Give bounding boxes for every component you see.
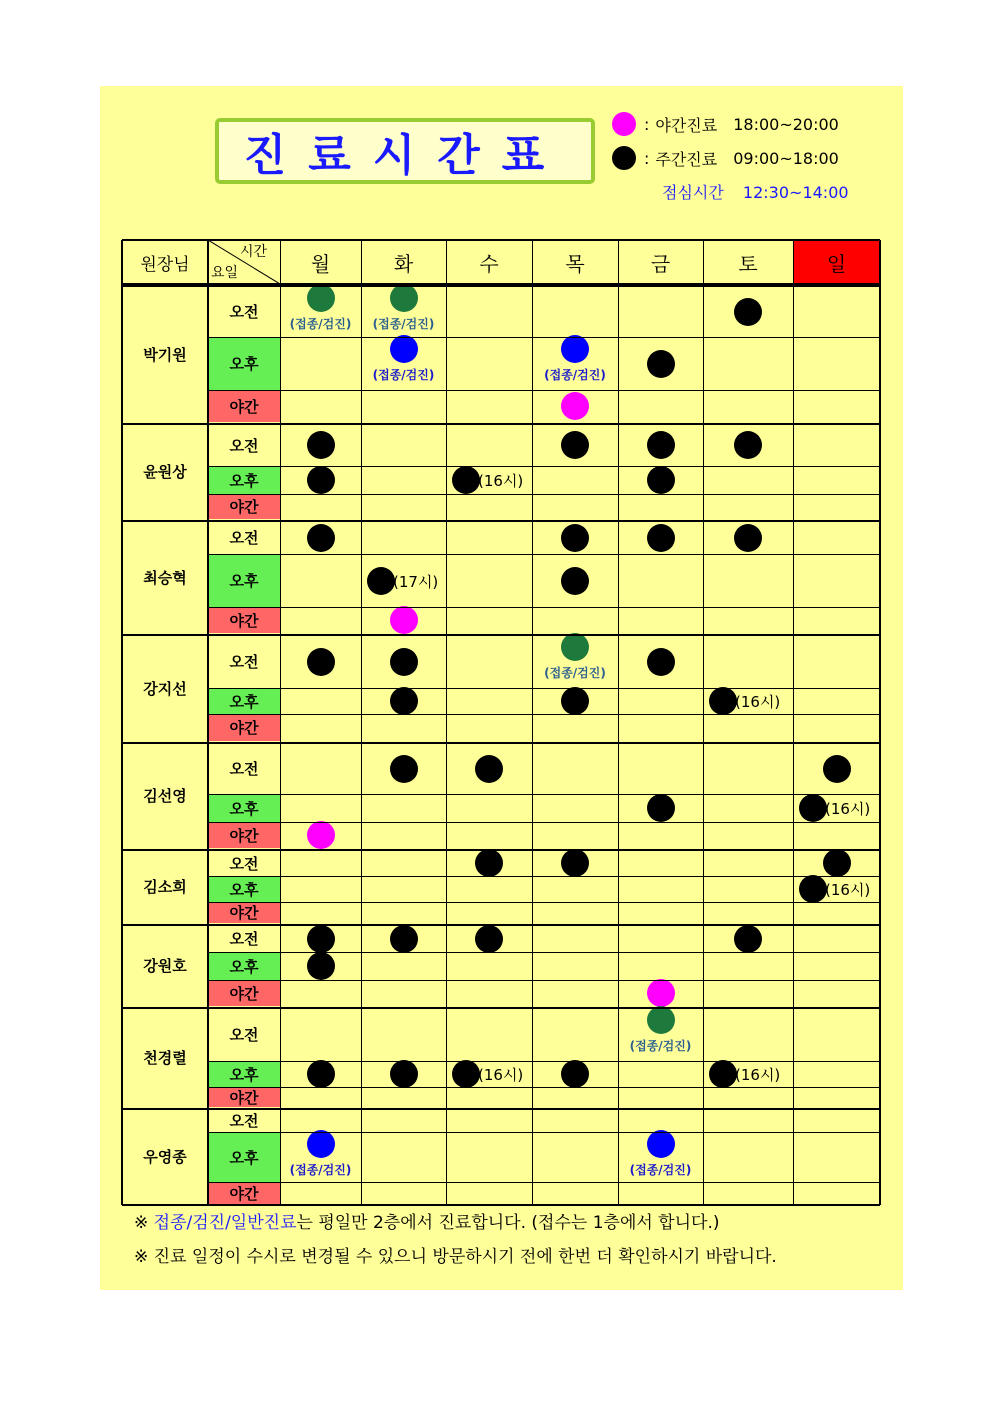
grid-line (879, 240, 881, 1205)
day-header-2: 수 (479, 251, 499, 276)
day-slot-dot (561, 687, 589, 715)
day-header-3: 목 (565, 251, 585, 276)
checkup-slot-dot (390, 335, 418, 363)
period-cell: 오후 (208, 952, 280, 980)
grid-line (208, 337, 880, 338)
period-cell: 야간 (208, 1182, 280, 1204)
grid-line (208, 714, 880, 715)
vaccine-slot-dot (390, 284, 418, 312)
footnote-rest: 는 평일만 2층에서 진료합니다. (접수는 1층에서 합니다.) (296, 1213, 720, 1233)
slot-hour-note: (16시) (735, 1066, 781, 1084)
day-slot-dot (390, 925, 418, 953)
grid-line (122, 520, 880, 522)
day-slot-dot (734, 298, 762, 326)
slot-hour-note: (17시) (393, 572, 439, 591)
vaccine-slot-dot (561, 633, 589, 661)
grid-line (208, 794, 880, 795)
period-cell: 야간 (208, 494, 280, 519)
slot-note: (접종/검진) (544, 368, 606, 382)
doctor-name: 김선영 (143, 787, 187, 805)
period-cell: 오전 (208, 850, 280, 876)
doctor-name: 최승혁 (143, 568, 187, 587)
period-cell: 야간 (208, 714, 280, 741)
slot-note: (접종/검진) (629, 1163, 692, 1177)
period-cell: 야간 (208, 607, 280, 633)
day-slot-dot (390, 687, 418, 715)
grid-line (122, 1108, 880, 1110)
legend-day-label: 주간진료 (655, 149, 718, 169)
slot-hour-note: (16시) (735, 693, 781, 711)
period-cell: 야간 (208, 980, 280, 1006)
day-slot-dot (561, 1060, 589, 1088)
slot-note: (접종/검진) (372, 317, 435, 331)
corner-time-label: 시간 (240, 244, 268, 260)
period-cell: 오전 (208, 635, 280, 688)
period-cell: 야간 (208, 1087, 280, 1107)
grid-line (208, 1132, 880, 1133)
day-slot-dot (390, 755, 418, 783)
day-dot-icon (612, 146, 636, 170)
footnote-2: ※ 진료 일정이 수시로 변경될 수 있으니 방문하시기 전에 한번 더 확인하시기 바랍니다. (134, 1247, 777, 1267)
doctor-name: 우영종 (143, 1148, 187, 1166)
day-header-4: 금 (650, 251, 671, 276)
day-slot-dot (561, 524, 589, 552)
grid-line (208, 822, 880, 823)
slot-note: (접종/검진) (289, 1163, 352, 1177)
grid-line (122, 849, 880, 851)
corner-day-label: 요일 (211, 265, 239, 281)
doctor-name: 강원호 (143, 957, 187, 975)
period-cell: 오후 (208, 1061, 280, 1087)
legend-night-label: 야간진료 (655, 115, 718, 135)
day-slot-dot (307, 1060, 335, 1088)
doctor-name: 김소희 (143, 878, 187, 896)
slot-note: (접종/검진) (544, 666, 606, 680)
period-cell: 야간 (208, 822, 280, 848)
day-slot-dot (452, 1060, 480, 1088)
day-slot-dot (475, 849, 503, 877)
day-slot-dot (734, 524, 762, 552)
day-slot-dot (390, 648, 418, 676)
grid-line (208, 607, 880, 608)
grid-line (446, 240, 447, 1205)
day-slot-dot (307, 524, 335, 552)
doctor-header: 원장님 (140, 254, 190, 275)
day-slot-dot (647, 794, 675, 822)
period-cell: 오전 (208, 743, 280, 794)
grid-line (208, 466, 880, 467)
day-slot-dot (307, 952, 335, 980)
period-cell: 오후 (208, 554, 280, 607)
legend-lunch (662, 180, 849, 203)
day-slot-dot (647, 350, 675, 378)
checkup-slot-dot (307, 1130, 335, 1158)
legend-colon: : (644, 114, 650, 134)
legend-day-time: 09:00~18:00 (733, 148, 839, 168)
grid-line (208, 554, 880, 555)
period-cell: 오후 (208, 876, 280, 902)
period-cell: 오전 (208, 424, 280, 466)
grid-line (280, 240, 281, 1205)
grid-line (208, 1182, 880, 1183)
grid-line (122, 285, 880, 287)
footnote-highlight: 접종/검진/일반진료 (153, 1213, 297, 1233)
day-slot-dot (307, 925, 335, 953)
doctor-name: 박기원 (143, 345, 187, 364)
slot-note: (접종/검진) (629, 1039, 692, 1053)
day-header-0: 월 (310, 251, 331, 276)
grid-line (532, 240, 533, 1205)
slot-hour-note: (16시) (478, 472, 524, 490)
period-cell: 오후 (208, 466, 280, 494)
grid-line (361, 240, 362, 1205)
grid-line (121, 240, 123, 1205)
day-slot-dot (709, 1060, 737, 1088)
grid-line (208, 1061, 880, 1062)
night-slot-dot (561, 392, 589, 420)
day-header-1: 화 (393, 251, 414, 276)
night-slot-dot (390, 606, 418, 634)
grid-line (208, 494, 880, 495)
day-slot-dot (561, 567, 589, 595)
period-cell: 오전 (208, 925, 280, 952)
slot-hour-note: (16시) (478, 1066, 524, 1084)
legend-lunch-label: 점심시간 (662, 183, 724, 202)
period-cell: 야간 (208, 902, 280, 923)
day-slot-dot (307, 431, 335, 459)
checkup-slot-dot (561, 335, 589, 363)
legend-night (612, 112, 839, 136)
grid-line (703, 240, 704, 1205)
grid-line (208, 902, 880, 903)
day-header-5: 토 (738, 251, 758, 276)
day-slot-dot (647, 466, 675, 494)
grid-line (207, 240, 209, 1205)
corner-diagonal (208, 240, 280, 284)
day-slot-dot (475, 755, 503, 783)
footnote-mark: ※ (134, 1213, 149, 1233)
period-cell: 오전 (208, 1008, 280, 1061)
slot-note: (접종/검진) (372, 368, 435, 382)
footnote-1 (134, 1208, 720, 1233)
night-dot-icon (612, 112, 636, 136)
day-slot-dot (799, 875, 827, 903)
legend-colon: : (644, 148, 650, 168)
day-slot-dot (307, 648, 335, 676)
period-cell: 오후 (208, 1132, 280, 1182)
doctor-name: 윤원상 (143, 463, 187, 481)
period-cell: 오전 (208, 1109, 280, 1132)
grid-line (208, 390, 880, 391)
day-slot-dot (452, 466, 480, 494)
doctor-name: 천경렬 (143, 1049, 187, 1067)
legend-night-time: 18:00~20:00 (733, 114, 839, 134)
grid-line (122, 742, 880, 744)
grid-line (208, 688, 880, 689)
day-slot-dot (734, 431, 762, 459)
day-slot-dot (823, 849, 851, 877)
night-slot-dot (647, 979, 675, 1007)
grid-line (122, 239, 880, 241)
day-slot-dot (307, 466, 335, 494)
grid-line (208, 1087, 880, 1088)
day-slot-dot (647, 524, 675, 552)
grid-line (208, 952, 880, 953)
legend-lunch-time: 12:30~14:00 (742, 183, 849, 202)
grid-line (122, 924, 880, 926)
doctor-name: 강지선 (143, 679, 187, 698)
day-slot-dot (475, 925, 503, 953)
day-header-6: 일 (826, 251, 847, 276)
slot-hour-note: (16시) (825, 881, 871, 899)
period-cell: 오전 (208, 521, 280, 554)
schedule-table (122, 240, 880, 1205)
night-slot-dot (307, 821, 335, 849)
period-cell: 야간 (208, 390, 280, 422)
grid-line (122, 1007, 880, 1009)
day-slot-dot (647, 431, 675, 459)
legend-day (612, 146, 839, 170)
period-cell: 오전 (208, 286, 280, 337)
vaccine-slot-dot (647, 1006, 675, 1034)
day-slot-dot (647, 648, 675, 676)
day-slot-dot (709, 687, 737, 715)
day-slot-dot (734, 925, 762, 953)
day-slot-dot (367, 567, 395, 595)
page-title: 진료시간표 (215, 118, 595, 184)
grid-line (122, 423, 880, 425)
day-slot-dot (823, 755, 851, 783)
day-slot-dot (561, 431, 589, 459)
vaccine-slot-dot (307, 284, 335, 312)
day-slot-dot (561, 849, 589, 877)
grid-line (208, 980, 880, 981)
slot-hour-note: (16시) (825, 800, 871, 818)
slot-note: (접종/검진) (289, 317, 352, 331)
grid-line (122, 634, 880, 636)
grid-line (618, 240, 619, 1205)
period-cell: 오후 (208, 337, 280, 390)
checkup-slot-dot (647, 1130, 675, 1158)
day-slot-dot (390, 1060, 418, 1088)
day-slot-dot (799, 794, 827, 822)
grid-line (208, 876, 880, 877)
grid-line (122, 1204, 880, 1206)
period-cell: 오후 (208, 688, 280, 714)
period-cell: 오후 (208, 794, 280, 822)
grid-line (793, 240, 794, 1205)
corner-diagonal-line (208, 240, 280, 284)
